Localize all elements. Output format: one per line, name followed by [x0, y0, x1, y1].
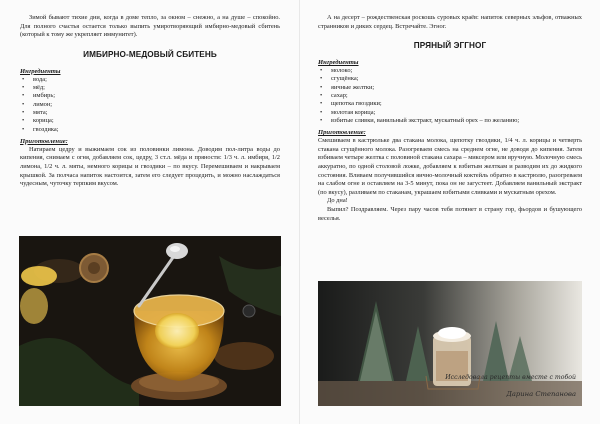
right-prep-text-2: До дна! — [327, 197, 348, 205]
list-item: • вода; — [20, 76, 280, 84]
left-recipe-title: ИМБИРНО-МЕДОВЫЙ СБИТЕНЬ — [83, 49, 217, 59]
left-ingredients-list — [20, 76, 280, 134]
right-ingredients-list — [318, 67, 582, 125]
photo-author: Дарина Степанова — [506, 390, 576, 398]
list-item: • щепотка гвоздики; — [318, 100, 582, 108]
left-intro: Зимой бывают тихие дни, когда в доме тепло, за окном – снежно, а на душе – спокойно. Для полного счастья остается только выпить умиротворяющий имбирно-медовый сбитень (который к тому же укрепляет иммунитет). — [20, 14, 280, 39]
list-item: • молотая корица; — [318, 109, 582, 117]
sbiten-photo — [19, 236, 281, 406]
right-ingredients-heading: Ингредиенты — [318, 59, 359, 67]
list-item: • взбитые сливки, ванильный экстракт, мускатный орех – по желанию; — [318, 117, 582, 125]
right-intro: А на десерт – рождественская роскошь суровых краёв: напиток северных эльфов, отважных странников и диких сердец. Встречайте. Эгног. — [318, 14, 582, 30]
left-prep-heading: Приготовление: — [20, 137, 68, 145]
list-item: • лимон; — [20, 101, 280, 109]
eggnog-illustration — [318, 281, 582, 406]
right-prep-heading: Приготовление: — [318, 129, 366, 137]
eggnog-photo — [318, 281, 582, 406]
right-prep-text-3: Выпил? Поздравляем. Через пару часов тебя потянет в страну гор, фьордов и бушующего веселья. — [318, 206, 582, 222]
right-recipe-title: ПРЯНЫЙ ЭГГНОГ — [413, 41, 487, 51]
left-prep-text: Натираем цедру и выжимаем сок из половинки лимона. Доводим пол-литра воды до кипения, снимаем с огня, добавляем сок, цедру, 3 ст.л. мёда и пряности: 1/3 ч. л. имбиря, 1/2 лимона, 1/2 ч. л. мяты, немного корицы и гвоздики – по вкусу. Перемешиваем и накрываем крышкой. За полчаса напиток настоится, затем его следует процедить, и можно наслаждаться чудесным, чуточку терпким вкусом. — [20, 145, 280, 188]
list-item: • мёд; — [20, 84, 280, 92]
list-item: • гвоздика; — [20, 126, 280, 134]
photo-caption: Исследовала рецепты вместе с тобой — [445, 374, 576, 381]
list-item: • мята; — [20, 109, 280, 117]
list-item: • корица; — [20, 117, 280, 125]
right-prep-text: Смешиваем в кастрюльке два стакана молока, щепотку гвоздики, 1/4 ч. л. корицы и четверть стакана сгущённого молока. Разогреваем смесь на среднем огне, не доводя до кипения. Затем взбиваем четыре желтка с половиной стакана сахара – миксером или вручную. Молочную смесь аккуратно, по одной столовой ложке, добавляем к взбитым желткам и разводим их до жидкого состояния. Вливаем получившийся яично-молочный коктейль обратно в кастрюлю, разогреваем на слабом огне и оставляем на 3-5 минут, пока он не загустеет. Добавляем ванильный экстракт (по вкусу), разливаем по стаканам, украшаем взбитыми сливками и мускатным орехом. — [318, 137, 582, 196]
sbiten-illustration — [19, 236, 281, 406]
list-item: • молоко; — [318, 67, 582, 75]
list-item: • сахар; — [318, 92, 582, 100]
left-prep — [20, 146, 280, 189]
list-item: • сгущёнка; — [318, 75, 582, 83]
list-item: • имбирь; — [20, 92, 280, 100]
right-prep — [318, 137, 582, 223]
list-item: • яичные желтки; — [318, 84, 582, 92]
left-ingredients-heading: Ингредиенты — [20, 67, 61, 75]
